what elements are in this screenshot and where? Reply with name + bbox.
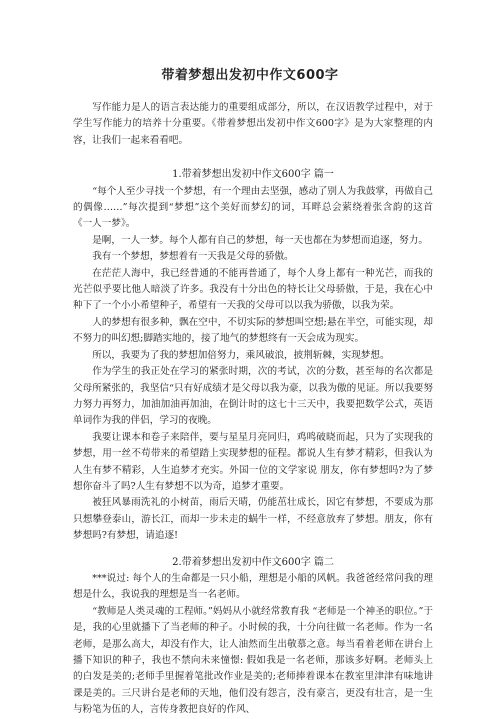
paragraph: 所以，我要为了我的梦想加倍努力，乘风破浪，披荆斩棘，实现梦想。 — [92, 349, 390, 361]
paragraph: ***说过: 每个人的生命都是一只小船，理想是小船的风帆。我爸爸经常问我的理想是什么，我说我的理想是当一名老师。 — [73, 572, 433, 601]
paragraph: 在茫茫人海中，我已经普通的不能再普通了，每个人身上都有一种光芒，而我的光芒似乎要比他人暗淡了许多。我没有十分出色的特长让父母骄傲，于是，我在心中种下了一个小小希望种子，希望有一天我的父母可以以我为骄傲，以我为荣。 — [73, 267, 433, 312]
paragraph: 是啊，一人一梦。每个人都有自己的梦想，每一天也都在为梦想而追逐，努力。 — [92, 234, 428, 246]
paragraph: “每个人至少寻找一个梦想，有一个理由去坚强，感动了别人为我鼓掌，再做自己的偶像……”每次提到“梦想”这个美好而梦幻的词，耳畔总会萦绕着张含韵的这首《一人一梦》。 — [73, 185, 433, 230]
paragraph: 被狂风暴雨洗礼的小树苗，雨后天晴，仍能茁壮成长，因它有梦想，不要成为那只想攀登泰山，游长江，而却一步未走的蜗牛一样，不经意放弃了梦想。朋友，你有梦想吗?有梦想，请追逐! — [73, 497, 433, 542]
spacer — [73, 149, 433, 167]
paragraph: 人的梦想有很多种，飘在空中，不切实际的梦想叫空想;悬在半空，可能实现，却不努力的叫幻想;脚踏实地的，接了地气的梦想终有一天会成为现实。 — [73, 316, 433, 345]
spacer — [73, 545, 433, 555]
document-body — [73, 100, 433, 719]
paragraph: 作为学生的我正处在学习的紧张时期，次的考试，次的分数，甚至每的名次都是父母所紧张的，我坚信“只有好成绩才是父母以我为豪，以我为傲的见证。所以我要努力努力再努力，加油加油再加油，在倒计时的这七十三天中，我要把数学公式，英语单词作为我的伴侣，学习的夜晚。 — [73, 366, 433, 427]
intro-paragraph: 写作能力是人的语言表达能力的重要组成部分，所以，在汉语教学过程中，对于学生写作能力的培养十分重要。《带着梦想出发初中作文600字》是为大家整理的内容，让我们一起来看看吧。 — [73, 102, 433, 146]
page-title: 带着梦想出发初中作文600字 — [161, 68, 339, 83]
section-heading: 1.带着梦想出发初中作文600字 篇一 — [172, 169, 334, 181]
paragraph: 我要让课本和卷子来陪伴，要与星星月亮同归，鸡鸣破晓而起，只为了实现我的梦想，用一丝不苟带来的希望踏上实现梦想的征程。都说人生有梦才精彩，但我认为人生有梦不精彩，人生追梦才充实。外国一位的文学家说 朋友，你有梦想吗?为了梦想你奋斗了吗?人生有梦想不以为奇，追梦才重要。 — [73, 431, 433, 492]
paragraph: “教师是人类灵魂的工程师。”妈妈从小就经常教育我 “老师是一个神圣的职位。”于是，我的心里就播下了当老师的种子。小时候的我，十分向往做一名老师。作为一名老师，是那么高大，却没有作大，让人油然而生出敬慕之意。每当看着老师在讲台上播下知识的种子，我也不禁向未来憧憬: 假如我是一名老师，那该多好啊。老师头上的白发是美的;老师手里握着笔批改作业是美的;老师捧着课本在教室里津津有味地讲课是美的。三尺讲台是老师的天地，他们没有怨言，没有豪言，更没有壮言，是一生与粉笔为伍的人，言传身教把良好的作风、 — [73, 605, 433, 716]
paragraph: 我有一个梦想，梦想着有一天我是父母的骄傲。 — [92, 251, 294, 263]
section-heading: 2.带着梦想出发初中作文600字 篇二 — [172, 556, 334, 568]
